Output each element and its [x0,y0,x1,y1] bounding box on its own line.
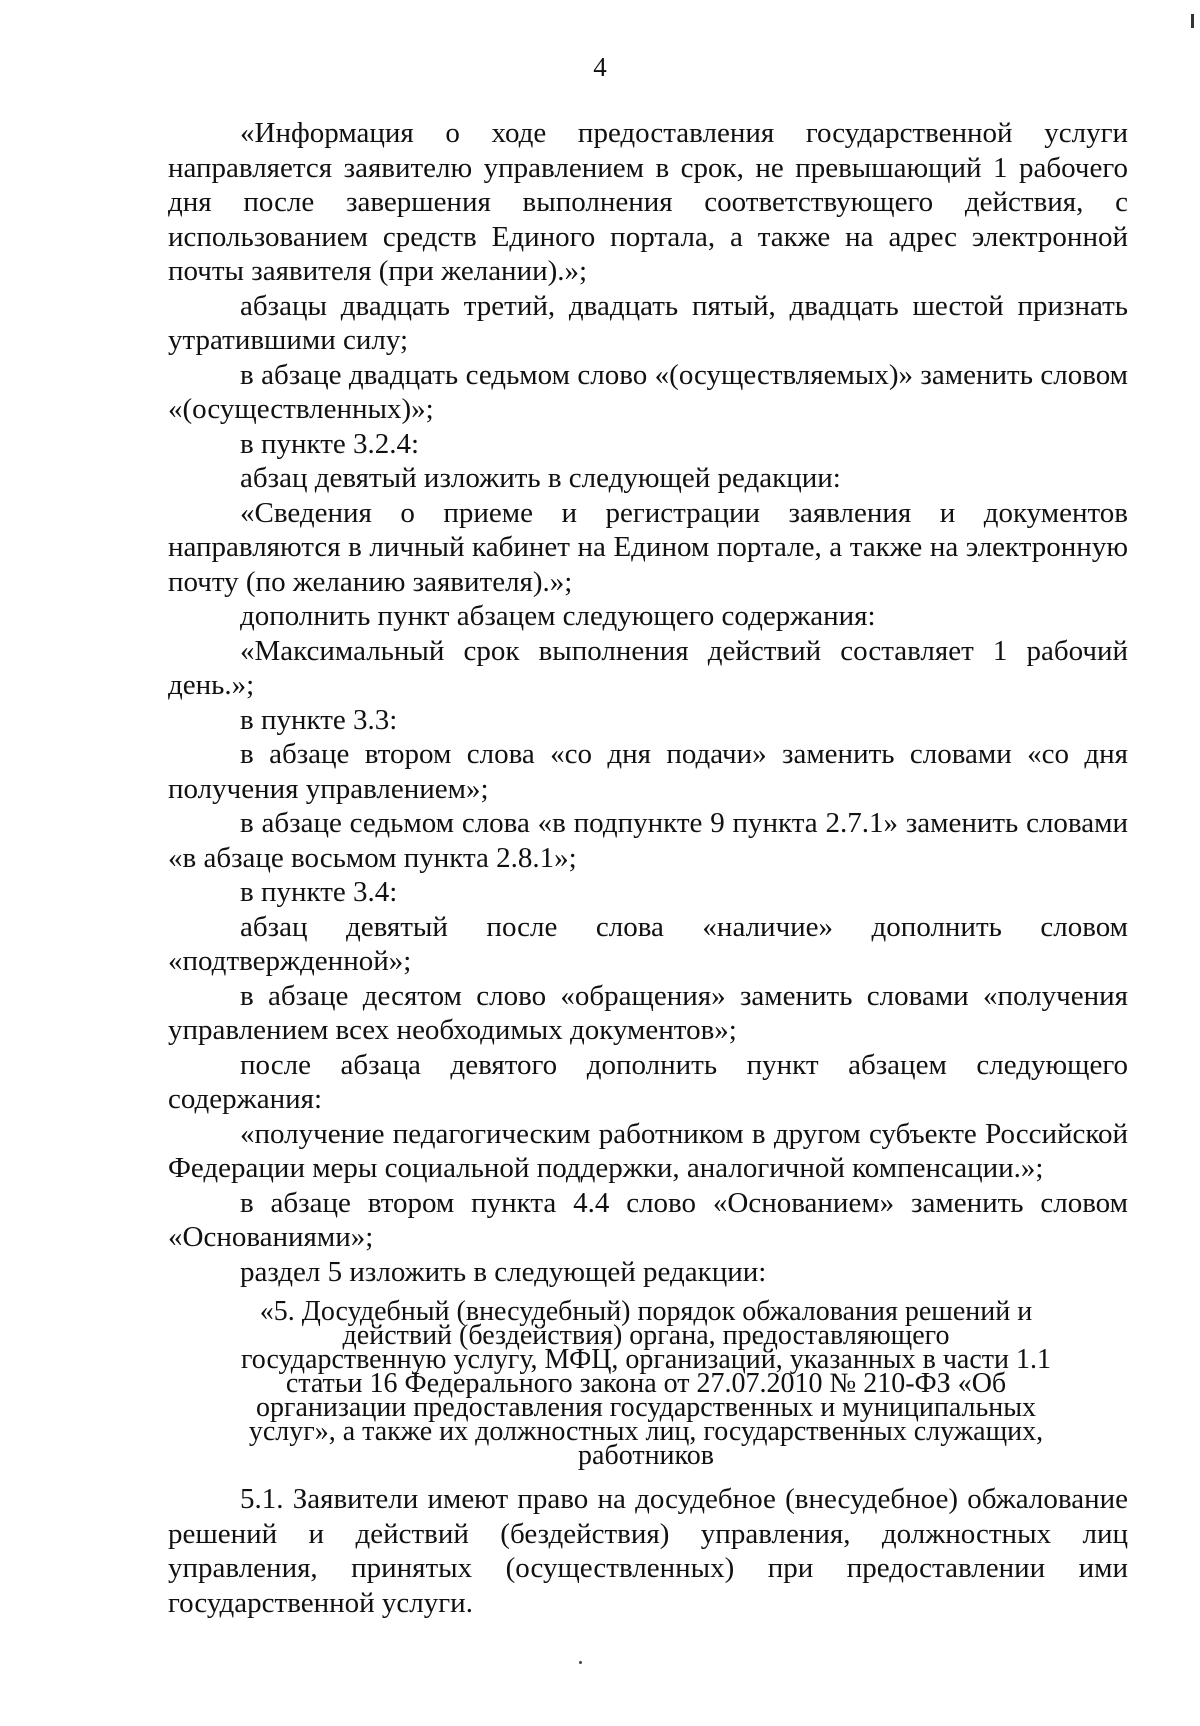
paragraph: «Сведения о приеме и регистрации заявления и документов направляются в личный кабинет на Едином портале, а также на электронную почту (по желанию заявителя).»; [168,496,1128,598]
paragraph: после абзаца девятого дополнить пункт абзацем следующего содержания: [168,1048,1128,1115]
paragraph: абзац девятый изложить в следующей редакции: [240,462,841,494]
scan-edge-mark [1191,14,1194,28]
paragraph: «Максимальный срок выполнения действий составляет 1 рабочий день.»; [168,634,1128,701]
section-body [168,1482,1128,1620]
paragraph: абзац девятый после слова «наличие» дополнить словом «подтвержденной»; [168,910,1128,977]
paragraph: в пункте 3.3: [240,703,398,736]
paragraph: в абзаце двадцать седьмом слово «(осуществляемых)» заменить словом «(осуществленных)»; [168,358,1128,425]
paragraph: раздел 5 изложить в следующей редакции: [240,1255,767,1288]
paragraph: в пункте 3.2.4: [240,427,420,460]
paragraph: в абзаце седьмом слова «в подпункте 9 пункта 2.7.1» заменить словами «в абзаце восьмом пункта 2.8.1»; [168,807,1128,874]
paragraph: в абзаце втором слова «со дня подачи» заменить словами «со дня получения управлением»; [168,738,1128,805]
paragraph: «получение педагогическим работником в другом субъекте Российской Федерации меры социальной поддержки, аналогичной компенсации.»; [168,1117,1128,1184]
scan-dot [579,1661,582,1664]
document-body [168,116,1128,1289]
section-paragraph: 5.1. Заявители имеют право на досудебное (внесудебное) обжалование решений и действий (бездействия) управления, должностных лиц управления, принятых (осуществленных) при предоставлении ими государственной услуги. [168,1483,1128,1619]
paragraph: в абзаце десятом слово «обращения» заменить словами «получения управлением всех необходимых документов»; [168,979,1128,1046]
paragraph: абзацы двадцать третий, двадцать пятый, двадцать шестой признать утратившими силу; [168,289,1128,356]
paragraph: дополнить пункт абзацем следующего содержания: [240,600,876,632]
section-heading: «5. Досудебный (внесудебный) порядок обжалования решений и действий (бездействия) органа, предоставляющего государственную услугу, МФЦ, организаций, указанных в части 1.1 статьи 16 Федерального закона от 27.07.2010 № 210-ФЗ «Об организации предоставления государственных и муниципальных услуг», а также их должностных лиц, государственных служащих, работников [240,1296,1052,1471]
paragraph: «Информация о ходе предоставления государственной услуги направляется заявителю управлением в срок, не превышающий 1 рабочего дня после завершения выполнения соответствующего действия, с использованием средств Единого портала, а также на адрес электронной почты заявителя (при желании).»; [168,117,1128,287]
paragraph: в абзаце втором пункта 4.4 слово «Основанием» заменить словом «Основаниями»; [168,1186,1128,1253]
paragraph: в пункте 3.4: [240,876,398,908]
page-number: 4 [593,52,607,82]
